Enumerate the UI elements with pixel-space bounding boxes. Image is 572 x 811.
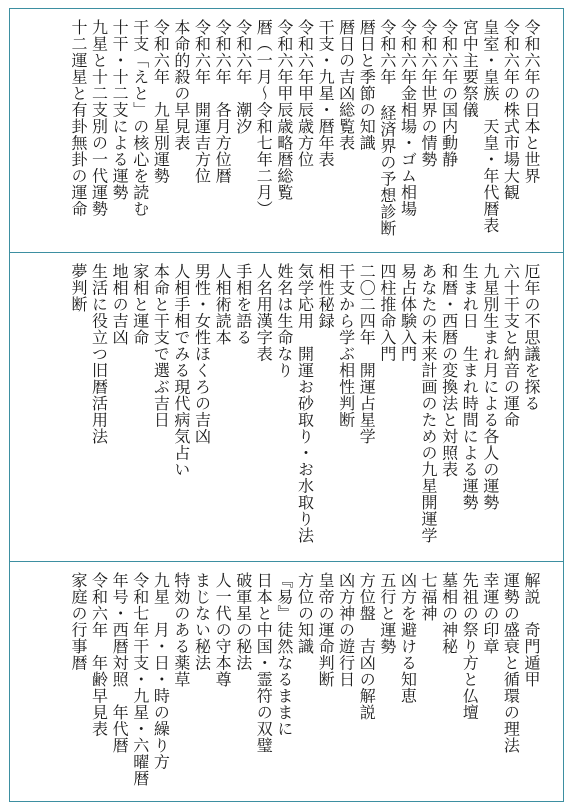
toc-entry: 十二運星と有卦無卦の運命 — [68, 19, 88, 217]
toc-entry: 令和六年 潮汐 — [233, 19, 253, 135]
toc-entry: 人相術読本 — [213, 263, 233, 346]
toc-entry: 和暦・西暦の変換法と対照表 — [439, 263, 459, 478]
toc-section-2 — [10, 253, 563, 561]
toc-entry: 地相の吉凶 — [110, 263, 130, 346]
toc-entry: 令和六年世界の情勢 — [419, 19, 439, 168]
toc-entry: 家庭の行事暦 — [68, 572, 88, 671]
toc-entry: 方位盤 吉凶の解説 — [357, 572, 377, 721]
toc-entry: 人名用漢字表 — [254, 263, 274, 362]
toc-entry: 暦日の吉凶総覧表 — [336, 19, 356, 151]
toc-column-list — [67, 263, 541, 544]
toc-entry: 干支「えと」の核心を読む — [130, 19, 150, 217]
toc-entry: 気学応用 開運お砂取り・お水取り法 — [295, 263, 315, 544]
toc-entry: あなたの未来計画のための九星開運学 — [419, 263, 439, 544]
toc-entry: 易占体験入門 — [398, 263, 418, 362]
toc-entry: 四柱推命入門 — [377, 263, 397, 362]
toc-entry: 皇帝の運命判断 — [316, 572, 336, 688]
toc-entry: 手相を語る — [233, 263, 253, 346]
toc-entry: 令和六年 経済界の予想診断 — [377, 19, 397, 237]
toc-entry: 破軍星の秘法 — [233, 572, 253, 671]
toc-entry: 干支・九星・暦年表 — [316, 19, 336, 168]
toc-entry: 人一代の守本尊 — [213, 572, 233, 688]
toc-entry: 宮中主要祭儀 — [460, 19, 480, 118]
toc-entry: 令和七年干支・九星・六曜暦 — [130, 572, 150, 787]
toc-entry: 相性秘録 — [316, 263, 336, 329]
toc-entry: 九星 月・日・時の繰り方 — [151, 572, 171, 770]
toc-entry: 七福神 — [419, 572, 439, 622]
toc-entry: 生まれ日 生まれ時間による運勢 — [460, 263, 480, 511]
toc-entry: 令和六年 年齢早見表 — [89, 572, 109, 737]
toc-entry: 五行と運勢 — [377, 572, 397, 655]
toc-entry: 暦日と季節の知識 — [357, 19, 377, 151]
toc-entry: 凶方神の遊行日 — [336, 572, 356, 688]
toc-entry: 暦（一月〜令和七年二月） — [254, 19, 274, 217]
toc-entry: 厄年の不思議を探る — [522, 263, 541, 412]
toc-entry: 六十干支と納音の運命 — [501, 263, 521, 428]
toc-entry: 二〇二四年 開運占星学 — [357, 263, 377, 445]
toc-entry: 墓相の神秘 — [439, 572, 459, 655]
toc-entry: 皇室・皇族 天皇・年代暦表 — [480, 19, 500, 234]
toc-entry: 令和六年の国内動静 — [439, 19, 459, 168]
toc-entry: 姓名は生命なり — [274, 263, 294, 379]
toc-entry: まじない秘法 — [192, 572, 212, 671]
toc-entry: 令和六年甲辰歳略暦総覧 — [274, 19, 294, 201]
toc-entry: 先祖の祭り方と仏壇 — [460, 572, 480, 721]
toc-entry: 人相手相でみる現代病気占い — [171, 263, 191, 478]
toc-entry: 令和六年 各月方位暦 — [213, 19, 233, 184]
toc-entry: 令和六年金相場・ゴム相場 — [398, 19, 418, 217]
toc-entry: 九星と十二支別の一代運勢 — [89, 19, 109, 217]
toc-entry: 本命と干支で選ぶ吉日 — [151, 263, 171, 428]
toc-entry: 令和六年の日本と世界 — [522, 19, 541, 184]
toc-entry: 特効のある薬草 — [171, 572, 191, 688]
toc-entry: 夢判断 — [68, 263, 88, 313]
toc-entry: 九星別生まれ月による各人の運勢 — [480, 263, 500, 511]
toc-entry: 方位の知識 — [295, 572, 315, 655]
toc-column-list — [67, 572, 541, 787]
toc-entry: 日本と中国・霊符の双璧 — [254, 572, 274, 754]
toc-entry: 幸運の印章 — [480, 572, 500, 655]
toc-entry: 年号・西暦対照 年代暦 — [110, 572, 130, 754]
toc-section-3 — [10, 562, 563, 802]
toc-entry: 本命的殺の早見表 — [171, 19, 191, 151]
table-of-contents — [9, 8, 564, 802]
toc-entry: 令和六年の株式市場大観 — [501, 19, 521, 201]
toc-entry: 令和六年 九星別運勢 — [151, 19, 171, 184]
toc-entry: 生活に役立つ旧暦活用法 — [89, 263, 109, 445]
toc-entry: 男性・女性ほくろの吉凶 — [192, 263, 212, 445]
toc-entry: 干支から学ぶ相性判断 — [336, 263, 356, 428]
toc-entry: 解説 奇門遁甲 — [522, 572, 541, 688]
toc-section-1 — [10, 9, 563, 252]
toc-column-list — [67, 19, 541, 237]
toc-entry: 令和六年甲辰歳方位 — [295, 19, 315, 168]
toc-entry: 『易』徒然なるままに — [274, 572, 294, 737]
toc-entry: 令和六年 開運吉方位 — [192, 19, 212, 184]
toc-entry: 凶方を避ける知恵 — [398, 572, 418, 704]
toc-entry: 家相と運命 — [130, 263, 150, 346]
toc-entry: 運勢の盛衰と循環の理法 — [501, 572, 521, 754]
toc-entry: 十干・十二支による運勢 — [110, 19, 130, 201]
